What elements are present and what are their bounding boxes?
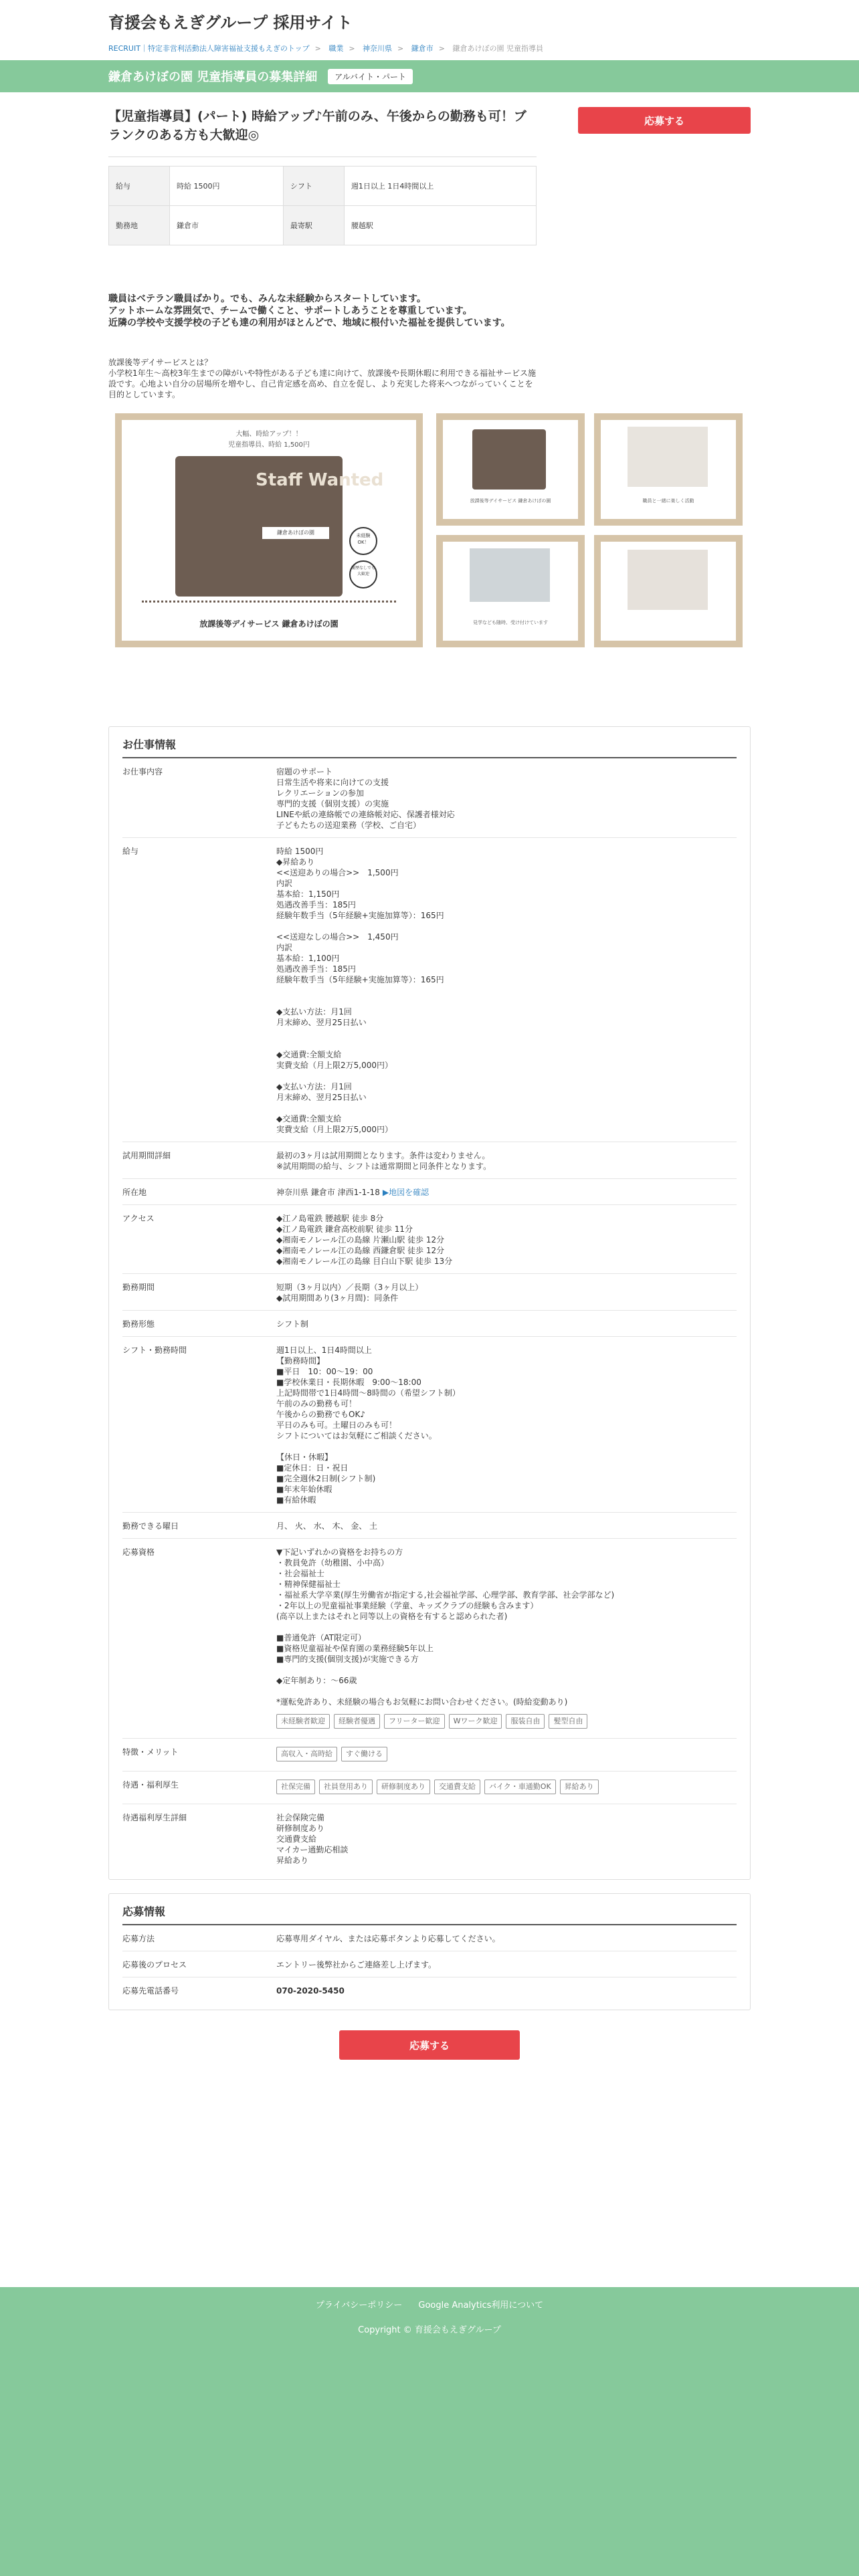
apply-info-card (108, 1893, 751, 2010)
thumbnail-caption: 放課後等デイサービス 鎌倉あけぼの園 (470, 498, 551, 504)
tag: 高収入・高時給 (276, 1747, 337, 1761)
row-value (276, 1187, 429, 1198)
wavy-border (142, 601, 396, 616)
tag: 服装自由 (506, 1714, 545, 1729)
interior-image (628, 550, 708, 610)
work-info-row (122, 1337, 737, 1513)
map-link[interactable]: ▶地図を確認 (382, 1188, 430, 1197)
apply-button-top[interactable]: 応募する (578, 107, 751, 134)
tag: 髪型自由 (549, 1714, 587, 1729)
row-label: 待遇福利厚生詳細 (122, 1813, 187, 1822)
footer-links (0, 2298, 859, 2311)
title-divider (108, 156, 537, 157)
copyright: Copyright © 育援会もえぎグループ (358, 2325, 501, 2335)
row-label: 応募先電話番号 (122, 1986, 179, 1996)
row-value (276, 1812, 348, 1866)
row-label: 勤務できる曜日 (122, 1521, 179, 1531)
row-value (276, 1933, 500, 1944)
job-summary-table (108, 166, 537, 245)
apply-info-heading: 応募情報 (122, 1903, 737, 1925)
salary-label: 給与 (109, 167, 170, 206)
job-title: 【児童指導員】(パート) 時給アップ♪午前のみ、午後からの勤務も可！ブランクのある方も大歓迎◎ (108, 109, 527, 142)
employment-type-badge: アルバイト・パート (328, 69, 413, 84)
tag: 研修制度あり (377, 1780, 430, 1794)
row-label: 特徴・メリット (122, 1747, 179, 1757)
row-value (276, 1959, 436, 1970)
row-value-text: 070-2020-5450 (276, 1986, 345, 1996)
breadcrumb-current: 鎌倉あけぼの園 児童指導員 (452, 44, 543, 53)
analytics-link[interactable]: Google Analytics利用について (418, 2300, 544, 2311)
shift-value: 週1日以上 1日4時間以上 (344, 167, 536, 206)
breadcrumb-item[interactable]: 鎌倉市 (411, 44, 434, 53)
shift-label: シフト (283, 167, 344, 206)
row-value (276, 1150, 491, 1172)
job-lead: 職員はベテラン職員ばかり。でも、みんな未経験からスタートしています。 アットホームな雰囲気で、チームで働くこと、サポートしあうことを尊重しています。 近隣の学校や支援学校の子ども達の利用がほとんどで、地域に根付いた福祉を提供しています。 (108, 294, 510, 328)
building-sign: 鎌倉あけぼの園 (262, 527, 329, 539)
photo-headline: 大幅、時給アップ！！ (235, 431, 302, 438)
row-value-text: 短期（3ヶ月以内）／長期（3ヶ月以上） ◆試用期間あり(3ヶ月間)：同条件 (276, 1283, 423, 1303)
row-label: 応募方法 (122, 1934, 155, 1943)
work-info-row (122, 1772, 737, 1804)
salary-value: 時給 1500円 (170, 167, 284, 206)
row-value-text: 神奈川県 鎌倉市 津西1-1-18 (276, 1188, 380, 1197)
badge-inexperienced: 未経験OK！ (349, 527, 377, 555)
row-value-text: ▼下記いずれかの資格をお持ちの方 ・教員免許（幼稚園、小中高） ・社会福祉士 ・精神保健福祉士 ・福祉系大学卒業(厚生労働省が指定する,社会福祉学部、心理学部、教育学部、社会学部など) ・2年以上の児童福祉事業経験（学童、キッズクラブの経験も含みます） (高卒以上またはそれと同等以上の資格を有すると認められた者) ■普通免許（AT限定可） ■資格児童福祉や保育園の業務経験5年以上 ■専門的支援(個別支援)が実施できる方 ◆定年制あり：～66歳 *運転免許あり、未経験の場合もお気軽にお問い合わせください。(時給変動あり) (276, 1547, 615, 1707)
row-label: 応募後のプロセス (122, 1960, 187, 1969)
row-value-text: 時給 1500円 ◆昇給あり <<送迎ありの場合>> 1,500円 内訳 基本給：1,150円 処遇改善手当：185円 経験年数手当（5年経験+実施加算等）：165円 <<送迎なしの場合>> 1,450円 内訳 基本給：1,100円 処遇改善手当：185円 経験年数手当（5年経験+実施加算等）：165円 ◆支払い方法：月1回 月末締め、翌月25日払い ◆交通費:全額支給 実費支給（月上限2万5,000円） ◆支払い方法：月1回 月末締め、翌月25日払い ◆交通費:全額支給 実費支給（月上限2万5,000円） (276, 847, 444, 1134)
row-value (276, 1547, 614, 1731)
row-label: 待遇・福利厚生 (122, 1780, 179, 1790)
station-value: 腰越駅 (344, 206, 536, 245)
breadcrumb-item[interactable]: 神奈川県 (363, 44, 393, 53)
apply-info-row (122, 1951, 737, 1977)
work-info-row (122, 1142, 737, 1179)
row-value (276, 1985, 345, 1996)
work-info-row (122, 1179, 737, 1205)
row-label: 勤務形態 (122, 1319, 155, 1329)
badge-welcome: 履歴なしでも大歓迎 (349, 560, 377, 588)
apply-info-row (122, 1977, 737, 2003)
tag-list (276, 1780, 603, 1797)
tag: 交通費支給 (434, 1780, 480, 1794)
work-info-heading: お仕事情報 (122, 736, 737, 758)
tag: 社員登用あり (319, 1780, 373, 1794)
row-label: アクセス (122, 1214, 155, 1223)
row-value-text: 社会保険完備 研修制度あり 交通費支給 マイカー通勤応相談 昇給あり (276, 1813, 349, 1865)
building-image (472, 429, 546, 490)
row-label: シフト・勤務時間 (122, 1346, 187, 1355)
activity-image (628, 427, 708, 487)
row-label: 所在地 (122, 1188, 147, 1197)
banner-title: 鎌倉あけぼの園 児童指導員の募集詳細 (108, 70, 318, 84)
work-info-row (122, 1205, 737, 1274)
row-label: 試用期間詳細 (122, 1151, 171, 1160)
tag: すぐ働ける (341, 1747, 387, 1761)
tag: Wワーク歓迎 (449, 1714, 502, 1729)
row-value-text: シフト制 (276, 1319, 309, 1329)
breadcrumb-separator: > (397, 44, 404, 53)
breadcrumb-separator: > (314, 44, 321, 53)
thumbnail-caption: 職員と一緒に楽しく活動 (642, 498, 694, 504)
privacy-policy-link[interactable]: プライバシーポリシー (315, 2300, 403, 2311)
row-value-text: ◆江ノ島電鉄 腰越駅 徒歩 8分 ◆江ノ島電鉄 鎌倉高校前駅 徒歩 11分 ◆湘南モノレール江の島線 片瀬山駅 徒歩 12分 ◆湘南モノレール江の島線 西鎌倉駅 徒歩 12分 ◆湘南モノレール江の島線 目白山下駅 徒歩 13分 (276, 1214, 453, 1266)
photo-caption-main: 放課後等デイサービス 鎌倉あけぼの園 (199, 619, 339, 629)
station-label: 最寄駅 (283, 206, 344, 245)
breadcrumb-separator: > (349, 44, 355, 53)
location-value: 鎌倉市 (170, 206, 284, 245)
row-label: 勤務期間 (122, 1283, 155, 1292)
row-value-text: 月、 火、 水、 木、 金、 土 (276, 1521, 378, 1531)
thumbnail-caption: 見学なども随時、受け付けています (473, 620, 548, 625)
work-info-row (122, 1739, 737, 1772)
row-value (276, 1345, 460, 1505)
site-footer (0, 2287, 859, 2576)
tag: 昇給あり (560, 1780, 599, 1794)
thumbnail-photo[interactable] (594, 535, 743, 647)
breadcrumb-separator: > (438, 44, 445, 53)
row-label: 応募資格 (122, 1547, 155, 1557)
row-value (276, 1213, 452, 1267)
thumbnail-photo[interactable] (594, 413, 743, 526)
work-info-row (122, 1311, 737, 1337)
staff-wanted-text: Staff Wanted (256, 470, 384, 490)
job-description: 放課後等デイサービスとは？ 小学校1年生～高校3年生までの障がいや特性がある子ども達に向けて、放課後や長期休暇に利用できる福祉サービス施設です。心地よい自分の居場所を増やし、自己肯定感を高め、自立を促し、より充実した将来へつながっていくことを目的としています。 (108, 358, 537, 399)
page-banner (0, 60, 859, 92)
tag-list (276, 1747, 391, 1764)
tag: 未経験者歓迎 (276, 1714, 330, 1729)
row-label: お仕事内容 (122, 767, 163, 776)
row-value-text: エントリー後弊社からご連絡差し上げます。 (276, 1960, 437, 1969)
work-info-row (122, 1274, 737, 1311)
row-value (276, 1780, 603, 1797)
tag: バイク・車通勤OK (484, 1780, 556, 1794)
tag-list (276, 1714, 614, 1731)
breadcrumb (108, 43, 543, 53)
location-label: 勤務地 (109, 206, 170, 245)
thumbnail-photo[interactable] (436, 535, 585, 647)
thumbnail-photo[interactable] (436, 413, 585, 526)
photo-subheadline: 児童指導員、時給 1,500円 (228, 441, 310, 449)
row-value-text: 最初の3ヶ月は試用期間となります。条件は変わりません。 ※試用期間の給与、シフトは通常期間と同条件となります。 (276, 1151, 492, 1171)
breadcrumb-item[interactable]: 職業 (328, 44, 344, 53)
row-value-text: 週1日以上、1日4時間以上 【勤務時間】 ■平日 10：00～19：00 ■学校休業日・長期休暇 9:00～18:00 上記時間帯で1日4時間～8時間の（希望シフト制） 午前のみの勤務も可！ 午後からの勤務でもOK♪ 平日のみも可。土曜日のみも可！ シフトについてはお気軽にご相談ください。 【休日・休暇】 ■定休日：日・祝日 ■完全週休2日制(シフト制) ■年末年始休暇 ■有給休暇 (276, 1346, 460, 1505)
work-info-row (122, 1539, 737, 1739)
row-value (276, 1319, 308, 1329)
tag: フリーター歓迎 (384, 1714, 445, 1729)
row-value (276, 1747, 391, 1764)
tag: 経験者優遇 (334, 1714, 380, 1729)
work-info-row (122, 1513, 737, 1539)
tag: 社保完備 (276, 1780, 315, 1794)
row-value (276, 1521, 377, 1531)
exterior-image (470, 548, 550, 602)
main-photo[interactable] (115, 413, 423, 647)
row-value-text: 応募専用ダイヤル、または応募ボタンより応募してください。 (276, 1934, 500, 1943)
apply-info-row (122, 1925, 737, 1951)
site-title[interactable]: 育援会もえぎグループ 採用サイト (108, 13, 353, 32)
row-value (276, 1282, 423, 1303)
row-value-text: 宿題のサポート 日常生活や将来に向けての支援 レクリエーションの参加 専門的支援（個別支援）の実施 LINEや紙の連絡帳での連絡帳対応、保護者様対応 子どもたちの送迎業務（学校、ご自宅） (276, 767, 455, 830)
work-info-row (122, 1804, 737, 1872)
breadcrumb-item[interactable]: RECRUIT｜特定非営利活動法人障害福祉支援もえぎのトップ (108, 44, 310, 53)
row-label: 給与 (122, 847, 139, 856)
apply-button-bottom[interactable]: 応募する (339, 2030, 520, 2060)
